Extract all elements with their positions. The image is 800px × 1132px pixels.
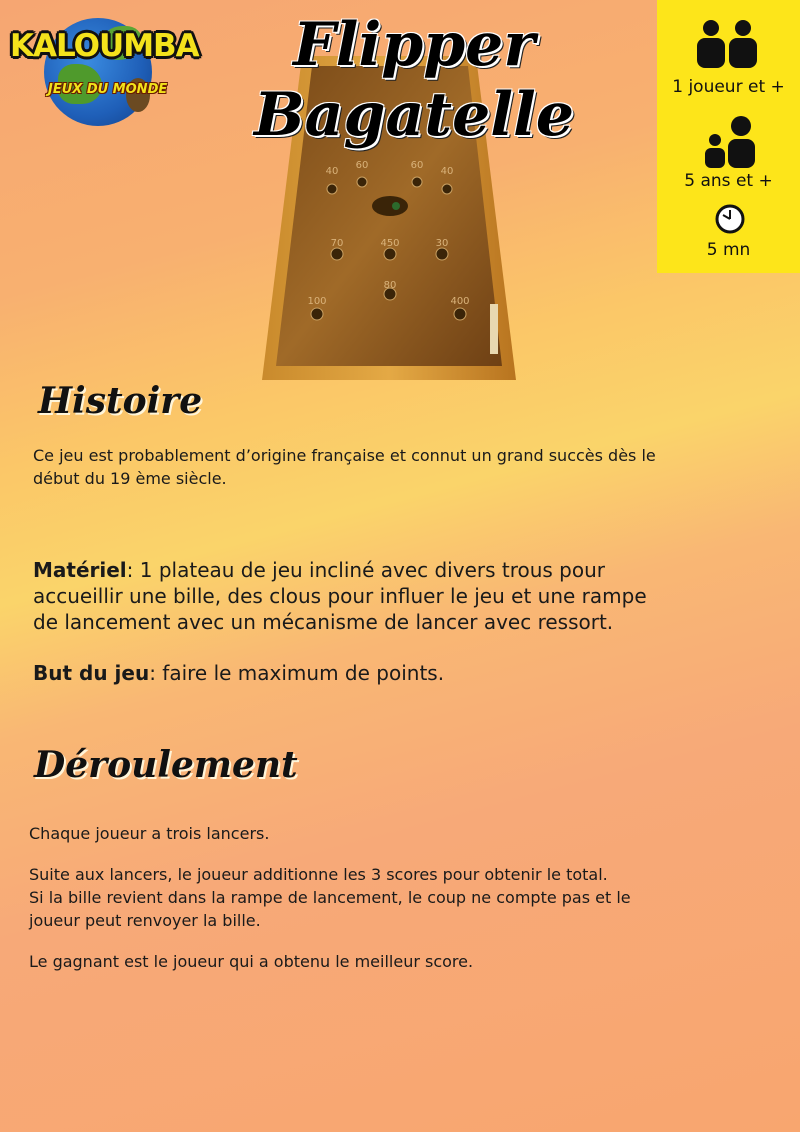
players-count: 1 joueur et + [672, 77, 785, 97]
board-label: 30 [435, 238, 449, 249]
materiel-line [33, 557, 773, 583]
but-paragraph [33, 660, 444, 686]
board-label: 60 [355, 160, 369, 171]
age-range: 5 ans et + [684, 171, 773, 191]
deroulement-text [29, 822, 631, 973]
center-bowl [372, 196, 408, 216]
board-label: 400 [450, 296, 470, 307]
page-title [224, 10, 604, 150]
histoire-line: début du 19 ème siècle. [33, 469, 227, 488]
board-label: 450 [380, 238, 400, 249]
board-label: 40 [325, 166, 339, 177]
materiel-text: : 1 plateau de jeu incliné avec divers trous pour [126, 558, 606, 582]
deroulement-line: Suite aux lancers, le joueur additionne les 3 scores pour obtenir le total. [29, 865, 608, 884]
materiel-line: accueillir une bille, des clous pour influer le jeu et une rampe [33, 584, 647, 608]
clock-icon [715, 204, 745, 234]
board-label: 80 [383, 280, 397, 291]
board-label: 70 [330, 238, 344, 249]
deroulement-heading: Déroulement [34, 744, 298, 786]
materiel-paragraph [33, 557, 773, 635]
deroulement-line: Le gagnant est le joueur qui a obtenu le meilleur score. [29, 952, 474, 971]
board-label: 100 [307, 296, 327, 307]
histoire-heading: Histoire [38, 380, 203, 422]
brand-tagline: JEUX DU MONDE [48, 82, 168, 97]
materiel-line: de lancement avec un mécanisme de lancer avec ressort. [33, 610, 614, 634]
kaloumba-logo [6, 6, 200, 128]
game-info-panel [657, 0, 800, 273]
game-duration: 5 mn [706, 240, 751, 260]
but-text: : faire le maximum de points. [149, 661, 445, 685]
title-line-1: Flipper [293, 10, 535, 80]
age-icon [701, 114, 757, 170]
board-label: 40 [440, 166, 454, 177]
deroulement-line: Si la bille revient dans la rampe de lancement, le coup ne compte pas et le [29, 888, 631, 907]
histoire-text [33, 444, 656, 490]
but-label: But du jeu [33, 661, 150, 685]
histoire-line: Ce jeu est probablement d’origine française et connut un grand succès dès le [33, 446, 656, 465]
deroulement-line: joueur peut renvoyer la bille. [29, 911, 261, 930]
deroulement-line: Chaque joueur a trois lancers. [29, 824, 270, 843]
title-line-2: Bagatelle [253, 80, 575, 150]
ball [392, 202, 400, 210]
board-label: 60 [410, 160, 424, 171]
materiel-label: Matériel [33, 558, 127, 582]
launch-ramp [490, 304, 498, 354]
brand-name: KALOUMBA [10, 28, 199, 64]
players-icon [695, 18, 759, 70]
